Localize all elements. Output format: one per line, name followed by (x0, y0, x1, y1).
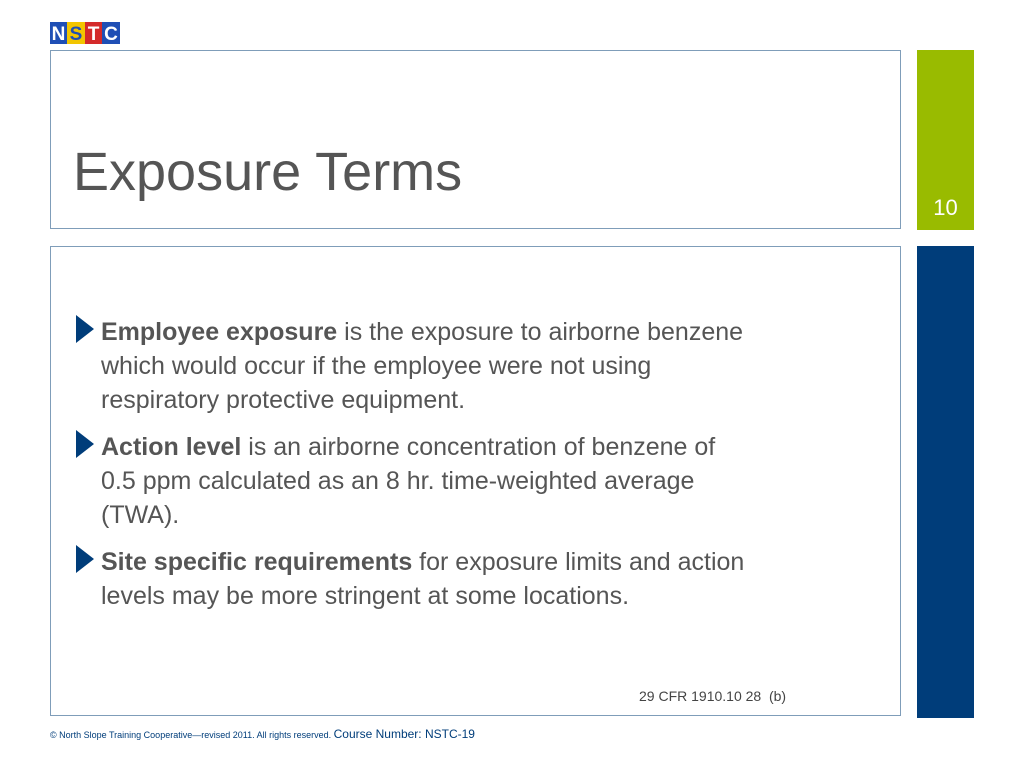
slide-number-bar (917, 50, 974, 230)
svg-text:C: C (104, 24, 118, 44)
slide-number: 10 (933, 195, 958, 220)
footer-course-number: Course Number: NSTC-19 (333, 727, 475, 741)
content-box (50, 246, 901, 716)
triangle-bullet-icon (76, 430, 94, 458)
bullet-text: for exposure limits and action levels may be more stringent at some locations. (101, 548, 745, 610)
bullet-item (73, 430, 753, 532)
bullet-list (73, 315, 753, 626)
regulation-citation: 29 CFR 1910.10 28 (b) (639, 688, 787, 704)
bullet-term: Employee exposure (101, 318, 338, 346)
footer (50, 727, 475, 741)
svg-text:S: S (69, 24, 83, 44)
svg-text:T: T (87, 24, 100, 44)
bullet-text: is the exposure to airborne benzene which would occur if the employee were not using respiratory protective equipment. (101, 318, 744, 414)
nstc-logo (50, 22, 120, 44)
bullet-text: is an airborne concentration of benzene of 0.5 ppm calculated as an 8 hr. time-weighted average (TWA). (101, 433, 716, 529)
svg-text:N: N (51, 24, 66, 44)
bullet-term: Site specific requirements (101, 548, 413, 576)
triangle-bullet-icon (76, 315, 94, 343)
footer-copyright: © North Slope Training Cooperative—revised 2011. All rights reserved. (50, 730, 334, 740)
title-box (50, 50, 901, 229)
triangle-bullet-icon (76, 545, 94, 573)
bullet-term: Action level (101, 433, 242, 461)
bullet-item (73, 315, 753, 417)
slide-title: Exposure Terms (73, 142, 463, 202)
bullet-item (73, 545, 753, 613)
side-accent-bar (917, 246, 974, 718)
